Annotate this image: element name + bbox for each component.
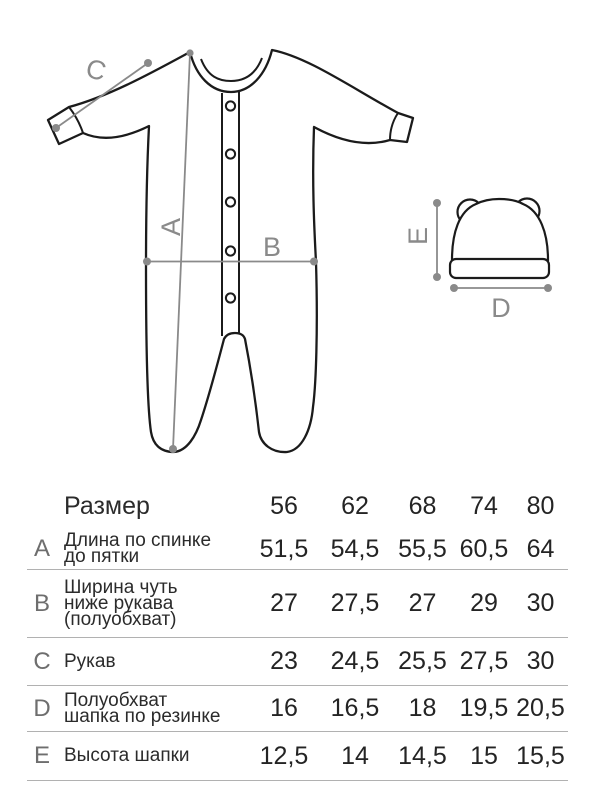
snap-button [226,101,235,110]
measure-dot [433,273,441,281]
row-value: 24,5 [330,647,380,675]
measure-label-b: B [262,232,282,262]
size-value: 56 [270,491,298,520]
row-value: 20,5 [516,694,565,722]
table-row-c [27,638,568,686]
row-value: 54,5 [330,534,380,563]
row-value: 14 [341,741,369,770]
measure-dot [144,59,152,67]
row-value: 27 [408,589,437,617]
measure-e [403,199,441,281]
size-value: 80 [526,491,555,520]
table-row-b [27,570,568,638]
collar-band [201,58,262,81]
measure-dot [143,258,151,266]
row-label: Высота шапки [64,745,190,766]
row-letter: A [33,535,50,562]
row-value: 30 [526,647,555,675]
row-letter: B [33,589,50,617]
row-letter: E [33,742,50,769]
row-value: 14,5 [398,741,447,770]
row-value: 27 [270,589,298,617]
measure-dot [52,124,60,132]
romper-diagram [48,49,413,453]
row-value: 18 [408,694,437,722]
size-value: 68 [408,491,437,520]
measure-dot [450,284,458,292]
measure-d [450,284,552,323]
size-value: 74 [470,491,498,520]
row-label: Рукав [64,650,116,672]
measure-label-a: A [156,217,186,237]
row-value: 30 [526,589,555,617]
row-label: Ширина чуть ниже рукава (полуобхват) [64,576,178,630]
measure-label-d: D [491,293,511,323]
size-table [27,483,568,781]
snap-button [226,149,235,158]
hat-brim [450,259,549,278]
measure-dot [433,199,441,207]
measure-dot [544,284,552,292]
row-value: 23 [270,647,298,675]
row-value: 27,5 [459,647,509,675]
row-value: 15,5 [516,741,565,770]
row-value: 64 [526,534,555,563]
table-header-row [27,483,568,529]
row-letter: C [33,647,51,675]
hat-diagram [403,199,552,324]
row-value: 25,5 [398,647,447,675]
measure-label-e: E [403,226,433,246]
table-row-a [27,529,568,570]
size-value: 62 [341,491,369,520]
row-value: 19,5 [459,694,509,722]
measure-dot [169,445,177,453]
row-value: 60,5 [459,534,509,563]
row-value: 27,5 [330,589,380,617]
row-letter: D [33,694,51,722]
row-value: 16,5 [330,694,380,722]
row-value: 55,5 [398,534,447,563]
row-value: 51,5 [259,534,309,563]
table-row-d [27,686,568,732]
row-value: 15 [470,741,498,770]
measure-dot [310,258,318,266]
row-label: Полуобхват шапка по резинке [64,689,221,727]
snap-button [226,293,235,302]
row-label: Длина по спинке до пятки [64,530,212,567]
snap-button [226,246,235,255]
row-value: 16 [270,694,298,722]
table-row-e [27,732,568,781]
measure-dot [186,49,193,56]
measure-label-c: C [82,52,110,88]
snap-button [226,197,235,206]
row-value: 12,5 [259,741,309,770]
size-label: Размер [64,491,150,520]
row-value: 29 [470,589,498,617]
